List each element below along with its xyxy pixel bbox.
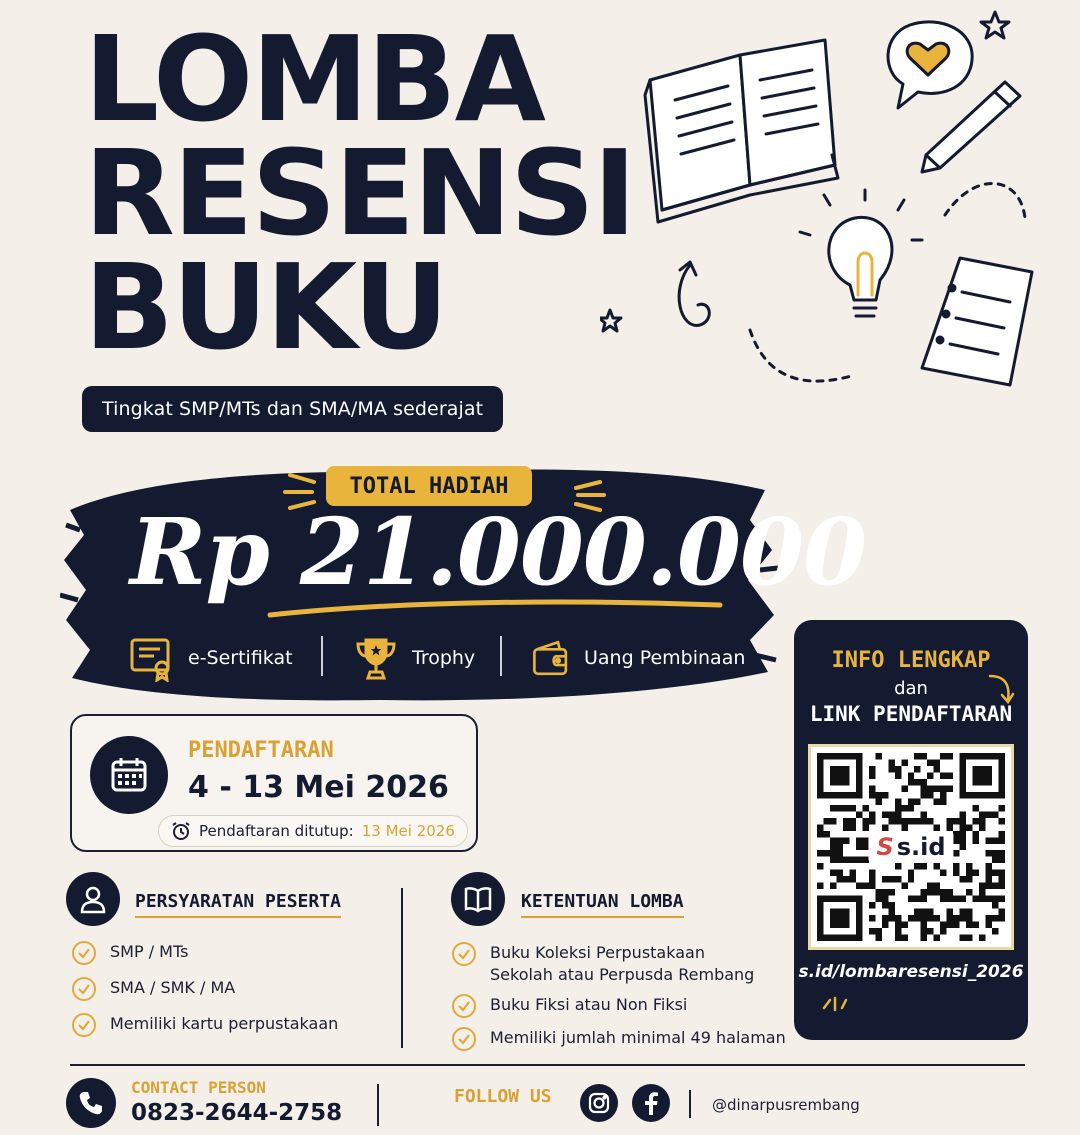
closing-label: Pendaftaran ditutup: bbox=[199, 822, 354, 840]
follow-label: FOLLOW US bbox=[454, 1086, 552, 1107]
subtitle-pill: Tingkat SMP/MTs dan SMA/MA sederajat bbox=[82, 386, 503, 432]
perk-label: Trophy bbox=[412, 647, 476, 669]
requirement-text: SMP / MTs bbox=[110, 942, 189, 961]
phone-icon bbox=[66, 1078, 116, 1128]
rule-item bbox=[452, 1027, 786, 1051]
perk-divider bbox=[321, 636, 323, 676]
heart-bubble-icon bbox=[888, 22, 972, 108]
requirements-title: PERSYARATAN PESERTA bbox=[135, 891, 341, 918]
perk-certificate bbox=[128, 632, 293, 684]
sparkle-icon bbox=[820, 992, 850, 1014]
rule-text: Memiliki jumlah minimal 49 halaman bbox=[490, 1028, 786, 1047]
perk-label: Uang Pembinaan bbox=[584, 647, 746, 669]
curved-arrow-icon bbox=[986, 672, 1016, 706]
footer-divider bbox=[689, 1090, 691, 1118]
user-icon bbox=[66, 872, 120, 926]
social-handle[interactable]: @dinarpusrembang bbox=[712, 1096, 860, 1114]
info-subheading: LINK PENDAFTARAN bbox=[809, 702, 1013, 726]
qr-badge bbox=[868, 831, 953, 863]
check-icon bbox=[72, 1013, 96, 1037]
footer-divider bbox=[377, 1084, 379, 1126]
calendar-icon bbox=[90, 736, 168, 814]
alarm-clock-icon bbox=[171, 821, 191, 841]
rules-title: KETENTUAN LOMBA bbox=[521, 891, 684, 918]
title-line-2: RESENSI bbox=[84, 124, 635, 262]
rule-text: Buku Koleksi Perpustakaan Sekolah atau Perpusda Rembang bbox=[490, 943, 755, 984]
requirement-text: Memiliki kartu perpustakaan bbox=[110, 1014, 339, 1033]
info-card bbox=[794, 620, 1028, 1040]
perk-wallet bbox=[530, 632, 745, 684]
title-line-3: BUKU bbox=[84, 238, 447, 376]
requirement-item bbox=[72, 1013, 338, 1037]
pencil-icon bbox=[922, 82, 1020, 172]
check-icon bbox=[452, 942, 476, 966]
perk-trophy bbox=[352, 632, 475, 684]
requirement-item bbox=[72, 977, 235, 1001]
checklist-icon bbox=[922, 258, 1032, 385]
column-divider bbox=[401, 888, 403, 1048]
contact-label: CONTACT PERSON bbox=[131, 1078, 266, 1097]
rule-text: Buku Fiksi atau Non Fiksi bbox=[490, 995, 688, 1014]
prize-amount: Rp 21.000.000 bbox=[130, 498, 866, 606]
registration-dates: 4 - 13 Mei 2026 bbox=[188, 770, 449, 805]
check-icon bbox=[452, 994, 476, 1018]
requirement-text: SMA / SMK / MA bbox=[110, 978, 236, 997]
info-connector: dan bbox=[894, 678, 928, 699]
rule-item bbox=[452, 994, 687, 1018]
facebook-icon[interactable] bbox=[632, 1084, 670, 1122]
lightbulb-icon bbox=[800, 190, 922, 316]
wallet-icon bbox=[530, 637, 572, 679]
check-icon bbox=[72, 977, 96, 1001]
sid-logo-icon: S bbox=[876, 833, 894, 861]
title-line-1: LOMBA bbox=[84, 10, 544, 148]
perk-label: e-Sertifikat bbox=[188, 647, 293, 669]
certificate-icon bbox=[128, 634, 176, 682]
registration-closing bbox=[158, 815, 468, 847]
check-icon bbox=[452, 1027, 476, 1051]
contact-phone[interactable]: 0823-2644-2758 bbox=[131, 1100, 343, 1126]
rule-item bbox=[452, 942, 772, 986]
curly-arrow-icon bbox=[679, 262, 709, 325]
open-book-icon bbox=[645, 40, 838, 222]
requirement-item bbox=[72, 941, 188, 965]
poster-title bbox=[84, 10, 635, 376]
closing-date: 13 Mei 2026 bbox=[361, 822, 455, 840]
book-icon bbox=[451, 872, 505, 926]
trophy-icon bbox=[352, 634, 400, 682]
registration-link[interactable]: s.id/lombaresensi_2026 bbox=[798, 962, 1024, 982]
perk-divider bbox=[500, 636, 502, 676]
check-icon bbox=[72, 941, 96, 965]
total-prize-label: TOTAL HADIAH bbox=[326, 466, 532, 506]
registration-card bbox=[70, 714, 478, 852]
qr-code[interactable] bbox=[808, 744, 1014, 950]
doodle-illustrations bbox=[600, 0, 1080, 400]
footer-divider bbox=[70, 1064, 1025, 1066]
registration-label: PENDAFTARAN bbox=[188, 738, 334, 763]
info-heading: INFO LENGKAP bbox=[831, 648, 991, 673]
qr-badge-text: s.id bbox=[896, 833, 946, 861]
instagram-icon[interactable] bbox=[580, 1084, 618, 1122]
